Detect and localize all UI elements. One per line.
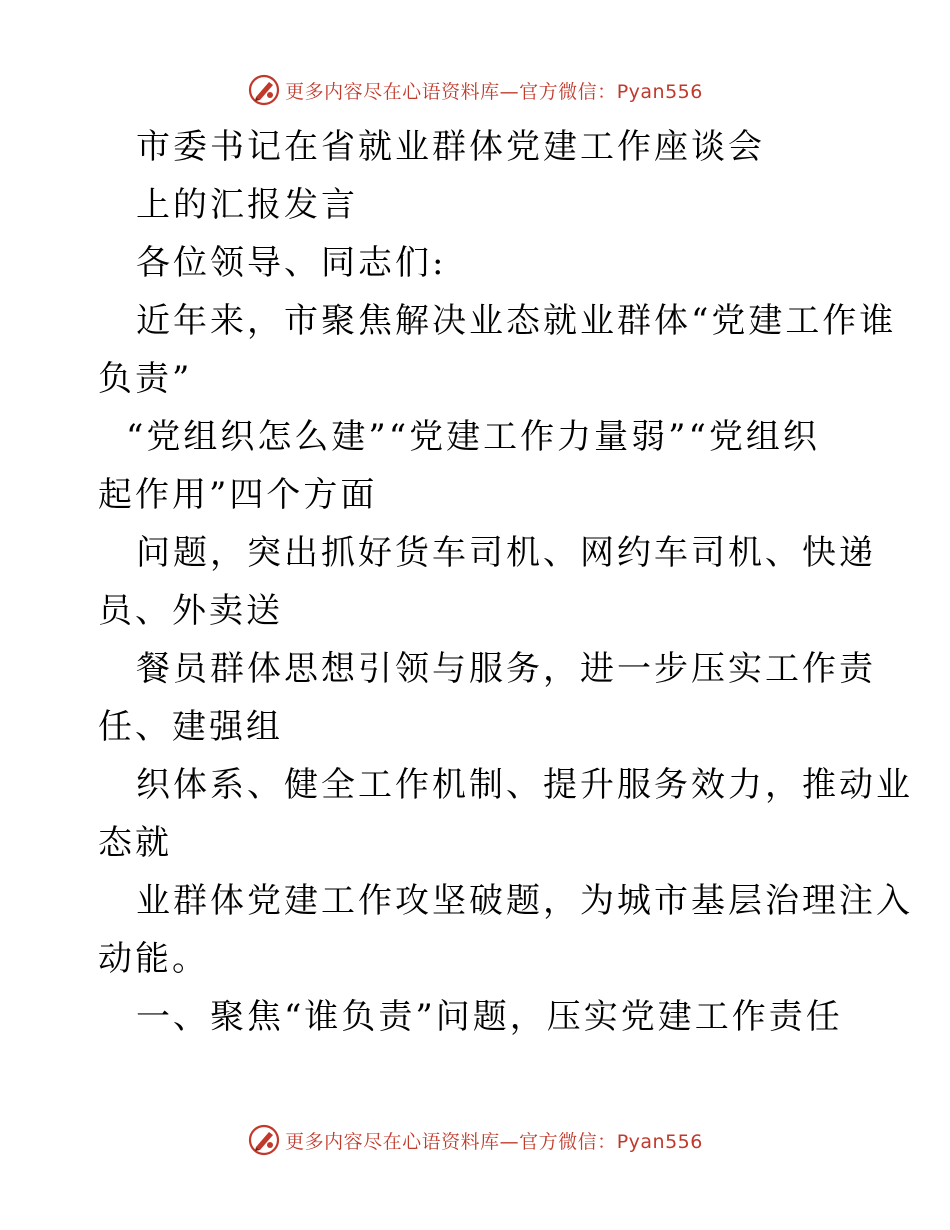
watermark-wechat-label: 官方微信： (519, 1130, 617, 1153)
footer-watermark (0, 1120, 950, 1160)
paragraph-line: 餐员群体思想引领与服务，进一步压实工作责 (136, 649, 876, 689)
watermark-separator: — (499, 1130, 520, 1153)
header-watermark (0, 70, 950, 110)
watermark-group (247, 73, 703, 107)
watermark-text (285, 1127, 703, 1154)
paragraph-line: 问题，突出抓好货车司机、网约车司机、快递 (136, 533, 876, 573)
pen-logo-icon (247, 73, 281, 107)
paragraph-line: 起作用”四个方面 (98, 475, 378, 515)
document-body (98, 118, 913, 1046)
paragraph-line: 任、建强组 (98, 707, 283, 747)
salutation: 各位领导、同志们: (136, 243, 447, 283)
watermark-main: 更多内容尽在心语资料库 (285, 80, 500, 103)
paragraph-line: 态就 (98, 823, 172, 863)
watermark-separator: — (499, 80, 520, 103)
section-heading: 一、聚焦“谁负责”问题，压实党建工作责任 (136, 997, 843, 1037)
pen-logo-icon (247, 1123, 281, 1157)
watermark-group (247, 1123, 703, 1157)
paragraph-line: 织体系、健全工作机制、提升服务效力，推动业 (136, 765, 913, 805)
title-line-1: 市委书记在省就业群体党建工作座谈会 (136, 127, 765, 167)
paragraph-line: 负责” (98, 359, 193, 399)
paragraph-line: 动能。 (98, 939, 209, 979)
paragraph-line: “党组织怎么建”“党建工作力量弱”“党组织 (126, 417, 820, 457)
watermark-main: 更多内容尽在心语资料库 (285, 1130, 500, 1153)
watermark-wechat-label: 官方微信： (519, 80, 617, 103)
watermark-wechat-id: Pyan556 (616, 80, 703, 103)
title-line-2: 上的汇报发言 (136, 185, 358, 225)
watermark-wechat-id: Pyan556 (616, 1130, 703, 1153)
paragraph-line: 业群体党建工作攻坚破题，为城市基层治理注入 (136, 881, 913, 921)
paragraph-line: 近年来，市聚焦解决业态就业群体“党建工作谁 (136, 301, 897, 341)
paragraph-line: 员、外卖送 (98, 591, 283, 631)
watermark-text (285, 77, 703, 104)
